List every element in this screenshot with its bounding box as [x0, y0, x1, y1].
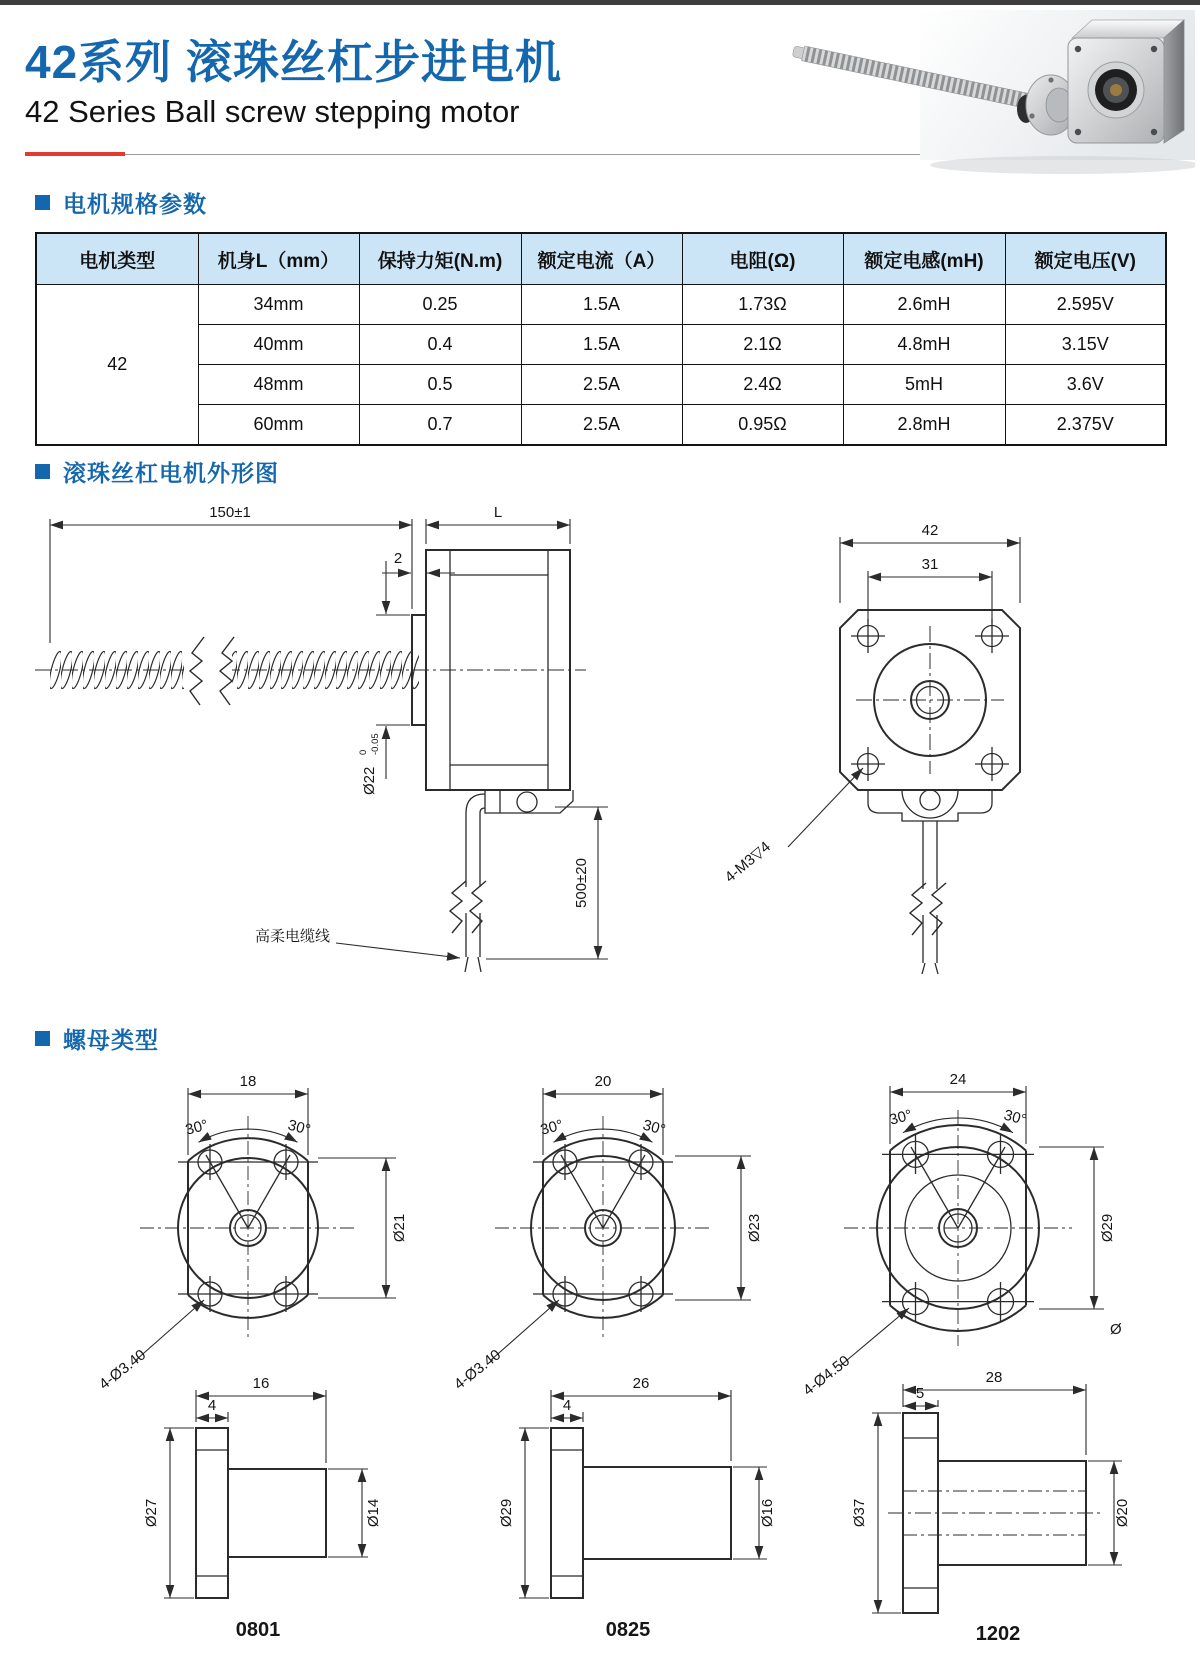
table-cell: 2.375V [1005, 405, 1166, 446]
dim-shaft-diameter [365, 1499, 382, 1527]
dim-total-length: 16 [252, 1375, 270, 1392]
nut-drawing-0801 [78, 1058, 423, 1648]
stray-diameter-symbol: Ø [1110, 1321, 1122, 1338]
outline-drawing-svg [30, 495, 1170, 975]
table-cell: 3.6V [1005, 365, 1166, 405]
page-top-border [0, 0, 1200, 5]
holes-callout [800, 1352, 853, 1399]
table-cell: 2.5A [521, 365, 682, 405]
outline-drawing [30, 495, 1170, 975]
dim-shaft-diameter [759, 1499, 776, 1527]
motor-side-view [35, 504, 608, 972]
svg-text:Ø37: Ø37 [851, 1498, 868, 1528]
dim-total-length: 28 [985, 1369, 1003, 1386]
section-nuts [35, 1022, 159, 1055]
dim-front-width: 42 [921, 522, 939, 539]
column-header: 额定电压(V) [1005, 233, 1166, 285]
section-marker-icon [35, 1031, 50, 1046]
photo-reflection [930, 156, 1195, 174]
product-photo [780, 10, 1195, 185]
dim-body-diameter [391, 1214, 408, 1242]
svg-text:4-Ø3.40: 4-Ø3.40 [450, 1346, 505, 1394]
table-cell: 0.25 [359, 285, 521, 325]
ball-screw-thread [50, 649, 419, 691]
dim-body-length: L [493, 504, 503, 521]
spec-table-head [36, 233, 1166, 285]
dim-boss-step: 2 [393, 550, 403, 567]
table-cell: 0.7 [359, 405, 521, 446]
nut-drawing-1202 [788, 1058, 1133, 1648]
table-cell: 1.5A [521, 285, 682, 325]
dim-across-flats: 20 [594, 1073, 612, 1090]
svg-text:-0.05: -0.05 [370, 733, 381, 755]
table-cell: 2.4Ω [682, 365, 843, 405]
table-cell: 0.5 [359, 365, 521, 405]
svg-text:0: 0 [358, 749, 369, 755]
dim-flange-thickness: 4 [207, 1397, 217, 1414]
svg-text:Ø22: Ø22 [361, 766, 378, 795]
nut-drawing-0825 [433, 1058, 778, 1648]
svg-text:4-Ø4.50: 4-Ø4.50 [799, 1352, 854, 1400]
angle-label: 30° [183, 1116, 210, 1139]
nut-top-view [800, 1071, 1122, 1399]
dim-flange-thickness: 5 [915, 1385, 925, 1402]
dim-cable-length [573, 858, 590, 908]
column-header: 额定电感(mH) [843, 233, 1005, 285]
holes-callout [96, 1346, 149, 1393]
table-cell: 2.5A [521, 405, 682, 446]
table-cell: 2.595V [1005, 285, 1166, 325]
nut-types-row [0, 1058, 1200, 1648]
table-row [36, 285, 1166, 325]
column-header: 额定电流（A） [521, 233, 682, 285]
table-row [36, 325, 1166, 365]
nut-top-view [96, 1073, 408, 1393]
header-row [36, 233, 1166, 285]
angle-label: 30° [641, 1116, 668, 1139]
table-cell: 3.15V [1005, 325, 1166, 365]
angle-label: 30° [887, 1106, 914, 1129]
motor-type-cell: 42 [36, 285, 198, 446]
table-cell: 60mm [198, 405, 359, 446]
svg-text:500±20: 500±20 [573, 858, 590, 908]
column-header: 电机类型 [36, 233, 198, 285]
motor-front-view [722, 522, 1020, 974]
table-cell: 2.8mH [843, 405, 1005, 446]
svg-text:Ø16: Ø16 [759, 1498, 776, 1528]
svg-text:Ø14: Ø14 [365, 1498, 382, 1528]
cable [466, 794, 485, 957]
angle-label: 30° [1002, 1106, 1029, 1129]
table-cell: 48mm [198, 365, 359, 405]
spec-table [35, 232, 1167, 446]
column-header: 机身L（mm） [198, 233, 359, 285]
column-header: 保持力矩(N.m) [359, 233, 521, 285]
svg-text:Ø29: Ø29 [1099, 1213, 1116, 1243]
svg-text:Ø27: Ø27 [143, 1498, 160, 1528]
angle-label: 30° [286, 1116, 313, 1139]
dim-pilot-diameter [358, 733, 381, 795]
table-cell: 1.5A [521, 325, 682, 365]
connector-housing [485, 790, 573, 813]
nut-id-label: 0825 [605, 1619, 651, 1641]
dim-across-flats: 18 [239, 1073, 257, 1090]
dim-body-diameter [1099, 1214, 1116, 1242]
section-specs [35, 186, 207, 219]
section-title: 螺母类型 [63, 1027, 159, 1053]
dim-body-diameter [746, 1214, 763, 1242]
dim-flange-diameter [498, 1499, 515, 1527]
motor-side-face [1164, 20, 1184, 143]
table-cell: 2.1Ω [682, 325, 843, 365]
svg-text:4-Ø3.40: 4-Ø3.40 [95, 1346, 150, 1394]
column-header: 电阻(Ω) [682, 233, 843, 285]
front-connector-housing [868, 790, 992, 821]
dim-total-length: 26 [632, 1375, 650, 1392]
nut-id-label: 1202 [975, 1623, 1021, 1645]
svg-text:Ø20: Ø20 [1114, 1498, 1131, 1528]
table-cell: 1.73Ω [682, 285, 843, 325]
svg-text:Ø23: Ø23 [746, 1213, 763, 1243]
dim-hole-spacing: 31 [921, 556, 939, 573]
table-cell: 0.95Ω [682, 405, 843, 446]
section-title: 滚珠丝杠电机外形图 [63, 460, 279, 486]
table-row [36, 405, 1166, 446]
spec-table-body [36, 285, 1166, 446]
svg-text:Ø29: Ø29 [498, 1498, 515, 1528]
dim-flange-diameter [143, 1499, 160, 1527]
cable-label: 高柔电缆线 [254, 928, 330, 945]
thread-callout [722, 838, 774, 886]
angle-label: 30° [538, 1116, 565, 1139]
table-cell: 34mm [198, 285, 359, 325]
holes-callout [451, 1346, 504, 1393]
divider-red-segment [25, 152, 125, 156]
dim-flange-thickness: 4 [562, 1397, 572, 1414]
nut-id-label: 0801 [235, 1619, 281, 1641]
nut-top-view [451, 1073, 763, 1393]
section-outline [35, 455, 279, 488]
nut-side-view [143, 1375, 382, 1598]
dim-across-flats: 24 [949, 1071, 967, 1088]
table-cell: 40mm [198, 325, 359, 365]
section-marker-icon [35, 195, 50, 210]
page-subtitle: 42 Series Ball screw stepping motor [25, 94, 520, 129]
nut-side-view [498, 1375, 776, 1598]
section-marker-icon [35, 464, 50, 479]
dim-flange-diameter [851, 1499, 868, 1527]
page-title: 42系列 滚珠丝杠步进电机 [25, 36, 562, 88]
dim-shaft-diameter [1114, 1499, 1131, 1527]
section-title: 电机规格参数 [63, 191, 207, 217]
table-cell: 2.6mH [843, 285, 1005, 325]
svg-text:4-M3▽4: 4-M3▽4 [721, 838, 774, 887]
table-row [36, 365, 1166, 405]
table-cell: 5mH [843, 365, 1005, 405]
table-cell: 4.8mH [843, 325, 1005, 365]
nut-side-view [851, 1369, 1131, 1613]
table-cell: 0.4 [359, 325, 521, 365]
dim-screw-length: 150±1 [209, 504, 251, 521]
svg-text:Ø21: Ø21 [391, 1213, 408, 1243]
